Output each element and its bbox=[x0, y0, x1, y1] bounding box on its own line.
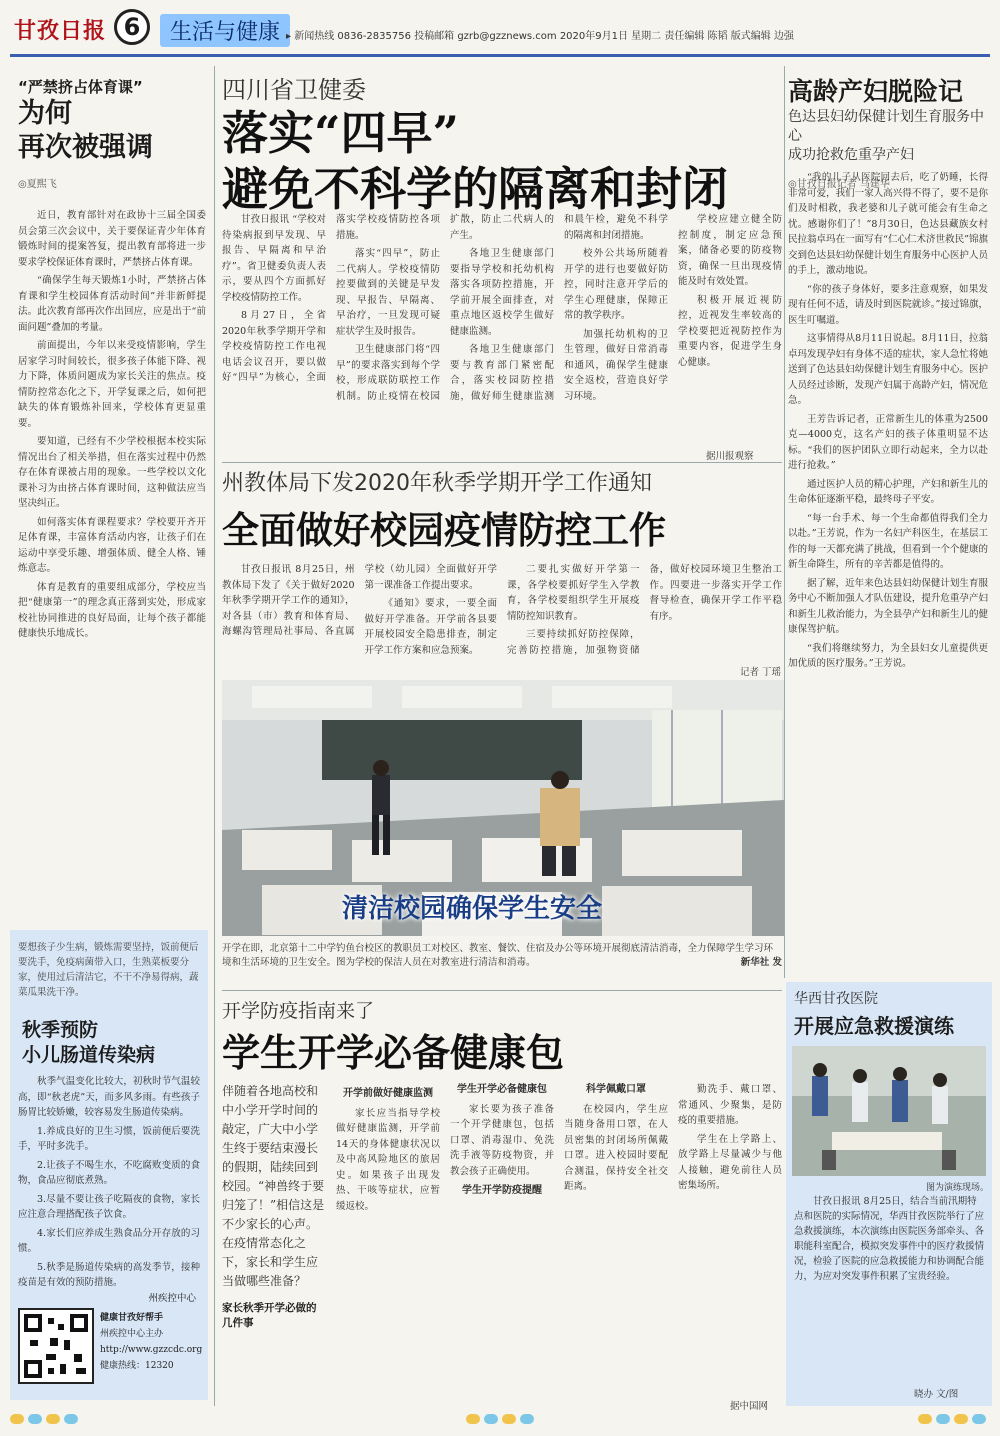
health-tips-title-line1: 秋季预防 bbox=[22, 1019, 99, 1041]
right-article-subtitle-line1: 色达县妇幼保健计划生育服务中心 bbox=[788, 109, 984, 144]
paragraph: 加强托幼机构的卫生管理，做好日常消毒和通风，确保学生健康安全返校，营造良好学习环境。 bbox=[564, 328, 668, 402]
page-number: 6 bbox=[114, 9, 150, 45]
section-divider bbox=[222, 462, 782, 463]
paragraph: 据了解，近年来色达县妇幼保健计划生育服务中心不断加强人才队伍建设，提升危重孕产妇和新生儿救治能力，为全县孕产妇和新生儿的健康保驾护航。 bbox=[788, 577, 988, 635]
tip-item: 1.养成良好的卫生习惯，饭前便后要洗手，平时多洗手。 bbox=[18, 1125, 200, 1152]
column-divider bbox=[214, 66, 215, 1406]
paragraph: 如何落实体育课程要求？学校要开齐开足体育课，丰富体育活动内容，让孩子们在运动中享受乐趣、增强体质、健全人格、锤炼意志。 bbox=[18, 516, 206, 574]
paragraph: 学生在上学路上、放学路上尽量减少与他人接触，避免前往人员密集场所。 bbox=[678, 1133, 782, 1191]
photo-headline: 清洁校园确保学生安全 bbox=[342, 894, 603, 924]
drill-news-kicker: 华西甘孜医院 bbox=[794, 991, 878, 1007]
center-bottom-kicker: 开学防疫指南来了 bbox=[222, 1000, 375, 1022]
masthead-rule bbox=[10, 54, 990, 57]
center-mid-credit: 记者 丁瑶 bbox=[740, 667, 782, 678]
center-bottom-lead-subheading: 家长秋季开学必做的几件事 bbox=[222, 1302, 317, 1329]
health-tips-credit: 州疾控中心 bbox=[148, 1293, 196, 1304]
center-mid-body bbox=[222, 562, 782, 672]
photo-caption-text: 开学在即，北京第十二中学钓鱼台校区的教职员工对校区、教室、餐饮、住宿及办公等环境开展彻底清洁消毒，全力保障学生学习环境和生活环境的卫生安全。图为学校的保洁人员在对教室进行清洁和消毒。 bbox=[222, 943, 774, 968]
paragraph: 家长要为孩子准备一个开学健康包，包括口罩、消毒湿巾、免洗洗手液等防疫物资，并教会孩子正确使用。 bbox=[450, 1103, 554, 1177]
left-article-body bbox=[18, 208, 206, 924]
paragraph: “确保学生每天锻炼1小时，严禁挤占体育课和学生校园体育活动时间”并非新鲜提法。此次教育部再次作出回应，应是出于“前面问题”叠加的考量。 bbox=[18, 275, 206, 333]
center-bottom-title: 学生开学必备健康包 bbox=[222, 1030, 565, 1075]
center-top-title-line2: 避免不科学的隔离和封闭 bbox=[222, 162, 728, 216]
right-article-author: ◎甘孜日报记者 马建华 bbox=[788, 179, 890, 190]
paragraph: 家长应当指导学校做好健康监测，开学前14天的身体健康状况以及中高风险地区的旅居史。如果孩子出现发热、干咳等症状，应暂缓返校。 bbox=[336, 1107, 440, 1212]
health-tips-title-line2: 小儿肠道传染病 bbox=[22, 1044, 156, 1066]
left-article-header bbox=[18, 76, 206, 198]
photo-credit: 新华社 发 bbox=[740, 957, 782, 968]
center-top-body bbox=[222, 212, 782, 462]
left-article-author: ◎夏熙飞 bbox=[18, 179, 57, 190]
qr-line: 健康甘孜好帮手 bbox=[100, 1313, 164, 1323]
qr-code[interactable] bbox=[18, 1308, 94, 1384]
qr-line: http://www.gzzcdc.org bbox=[100, 1345, 203, 1355]
right-article-subtitle-line2: 成功抢救危重孕产妇 bbox=[788, 147, 914, 163]
masthead-info: ▸ 新闻热线 0836-2835756 投稿邮箱 gzrb@gzznews.com 2020年9月1日 星期二 责任编辑 陈韬 版式编辑 边强 bbox=[286, 31, 794, 42]
paragraph: “我们将继续努力，为全县妇女儿童提供更加优质的医疗服务。”王芳说。 bbox=[788, 642, 988, 669]
paragraph: 各地卫生健康部门要与教育部门紧密配合，落实校园防控措施，做好师生健康监测和晨午检，避免不科学的隔离和封闭措施。 bbox=[450, 214, 668, 402]
paragraph: 学校应建立健全防控制度，制定应急预案，储备必要的防疫物资，确保一旦出现疫情能及时有效处置。 bbox=[678, 214, 782, 287]
drill-news-title: 开展应急救援演练 bbox=[794, 1014, 954, 1038]
drill-photo-caption: 图为演练现场。 bbox=[926, 1183, 990, 1193]
center-top-header bbox=[222, 70, 782, 217]
center-mid-title: 全面做好校园疫情防控工作 bbox=[222, 508, 666, 552]
left-article-title-line1: 为何 bbox=[18, 98, 72, 129]
subheading: 开学前做好健康监测 bbox=[343, 1088, 433, 1099]
newspaper-logo: 甘孜日报 bbox=[14, 18, 107, 44]
paragraph: 体育是教育的重要组成部分，学校应当把“健康第一”的理念真正落到实处，形成家校社协同推进的良好局面，让每个孩子都能健康快乐地成长。 bbox=[18, 581, 206, 639]
center-top-title-line1: 落实“四早” bbox=[222, 106, 459, 160]
center-bottom-lead: 伴随着各地高校和中小学开学时间的敲定，广大中小学生终于要结束漫长的假期，陆续回到校园。“神兽终于要归笼了！”相信这是不少家长的心声。在疫情常态化之下，家长和学生应当做哪些准备？ bbox=[222, 1084, 325, 1288]
subheading: 学生开学防疫提醒 bbox=[462, 1185, 542, 1196]
subheading: 科学佩戴口罩 bbox=[586, 1084, 646, 1095]
paragraph: 8月27日，全省2020年秋季学期开学和学校疫情防控工作电视电话会议召开，要以做好“四早”为核心，全面落实学校疫情防控各项措施。 bbox=[222, 214, 440, 383]
right-article-title: 高龄产妇脱险记 bbox=[788, 77, 964, 106]
center-bottom-body bbox=[336, 1082, 782, 1398]
health-tips-body bbox=[18, 1074, 200, 1294]
paragraph: 秋季气温变化比较大，初秋时节气温较高，即“秋老虎”天，而多风多雨。有些孩子肠胃比较娇嫩，较容易发生肠道传染病。 bbox=[18, 1076, 200, 1118]
health-tips-intro: 要想孩子少生病，锻炼需要坚持，饭前便后要洗手，免疫病菌带入口，生熟菜板要分家，使用过后清洁它，不干不净易得病，蔬菜瓜果洗干净。 bbox=[18, 942, 199, 998]
paragraph: 积极开展近视防控，近视发生率较高的学校要把近视防控作为重要内容，促进学生身心健康。 bbox=[678, 294, 782, 368]
paragraph: 通过医护人员的精心护理，产妇和新生儿的生命体征逐渐平稳，最终母子平安。 bbox=[788, 478, 988, 505]
section-title: 生活与健康 bbox=[160, 14, 290, 47]
paragraph: 近日，教育部针对在政协十三届全国委员会第三次会议中，关于要保证青少年体育锻炼时间的提案答复，提出教育部将进一步要求学校保证体育课时，严禁挤占体育课。 bbox=[18, 210, 206, 268]
paragraph: 要知道，已经有不少学校根据本校实际情况出台了相关举措，但在落实过程中仍然存在体育课被占用的现象。一些学校以文化课补习为由挤占体育课时间，这种做法应当坚决纠正。 bbox=[18, 436, 206, 509]
drill-news-credit: 晓办 文/图 bbox=[914, 1389, 959, 1400]
footer-decoration-left bbox=[10, 1412, 80, 1426]
drill-news-box bbox=[786, 982, 992, 1406]
drill-photo bbox=[792, 1046, 986, 1176]
paragraph: 勤洗手、戴口罩、常通风、少聚集，是防疫的重要措施。 bbox=[678, 1084, 782, 1126]
paragraph: 这事情得从8月11日说起。8月11日，拉翁卓玛发现孕妇有身体不适的症状，家人急忙将她送到了色达县妇幼保健计划生育服务中心。医护人员经过诊断，发现产妇属于高龄产妇，情况危急。 bbox=[788, 333, 988, 406]
paragraph: 甘孜日报讯 “学校对待染病报到早发现、早报告、早隔离和早治疗”。省卫健委负责人表示，要从四个方面抓好学校疫情防控工作。 bbox=[222, 214, 326, 303]
paragraph: 落实“四早”，防止二代病人。学校疫情防控要做到的关键是早发现、早报告、早隔离、早治疗，一旦发现可疑症状学生及时报告。 bbox=[336, 248, 440, 337]
column-divider bbox=[784, 66, 785, 978]
footer-decoration-center bbox=[466, 1412, 536, 1426]
paragraph: 卫生健康部门将“四早”的要求落实到每个学校，形成联防联控工作机制。防止疫情在校园扩散，防止二代病人的产生。 bbox=[336, 214, 554, 402]
paragraph: “我的儿子从医院回去后，吃了奶睡，长得非常可爱，我们一家人高兴得不得了，要不是你们及时相救，我老婆和儿子就可能会有生命之忧。感谢你们了！”8月30日，色达县藏族女村民拉翁卓玛在一面写有“仁心仁术济世救民”锦旗交到色达县妇幼保健计划生育服务中心医护人员的手上，激动地说。 bbox=[788, 172, 988, 276]
paragraph: 校外公共场所随着开学的进行也要做好防控，同时注意开学后的学生心理健康，保障正常的教学秩序。 bbox=[564, 248, 668, 321]
paragraph: 《通知》要求，一要全面做好开学准备。开学前各县要开展校园安全隐患排查，制定开学工作方案和应急预案。 bbox=[364, 598, 497, 656]
paragraph: 各地卫生健康部门要指导学校和托幼机构落实各项防控措施，开学前开展全面排查，对重点地区返校学生做好健康监测。 bbox=[450, 248, 554, 337]
photo-caption bbox=[222, 942, 782, 970]
tip-item: 5.秋季是肠道传染病的高发季节，接种疫苗是有效的预防措施。 bbox=[18, 1261, 200, 1288]
paragraph: “每一台手术、每一个生命都值得我们全力以赴。”王芳说，作为一名妇产科医生，在基层工作的每一天都充满了挑战，但看到一个个健康的新生命降生，所有的辛苦都是值得的。 bbox=[788, 512, 988, 570]
subheading: 学生开学必备健康包 bbox=[457, 1084, 547, 1095]
left-article-title-line2: 再次被强调 bbox=[18, 132, 153, 163]
paragraph: 王芳告诉记者，正常新生儿的体重为2500克—4000克，这名产妇的孩子体重明显不达标。“我们的医护团队立即行动起来，全力以赴进行抢救。” bbox=[788, 413, 988, 471]
tip-item: 4.家长们应养成生熟食品分开存放的习惯。 bbox=[18, 1227, 200, 1254]
drill-news-body bbox=[794, 1194, 986, 1384]
classroom-photo bbox=[222, 680, 784, 936]
center-top-credit: 据川报观察 bbox=[706, 451, 754, 462]
section-divider bbox=[222, 990, 782, 991]
qr-line: 州疾控中心主办 bbox=[100, 1329, 164, 1339]
paragraph: 二要扎实做好开学第一课，各学校要抓好学生入学教育，各学校要组织学生开展疫情防控知识教育。 bbox=[507, 564, 640, 622]
right-article-body bbox=[788, 170, 988, 978]
tip-item: 2.让孩子不喝生水，不吃腐败变质的食物，食品应彻底煮熟。 bbox=[18, 1159, 200, 1186]
paragraph: 前面提出，今年以来受疫情影响，学生居家学习时间较长，很多孩子体能下降、视力下降，体质问题成为家长关注的焦点。疫情防控常态化之下，开学复课之后，如何把缺失的体育锻炼补回来，学校体育更显重要。 bbox=[18, 340, 206, 429]
paragraph: 甘孜日报讯 8月25日，结合当前汛期特点和医院的实际情况，华西甘孜医院举行了应急救援演练，本次演练由医院医务部牵头、各职能科室配合，模拟突发事件中的医疗救援情况，检验了医院的应急救援能力和协调配合能力，为应对突发事件积累了宝贵经验。 bbox=[794, 1196, 985, 1282]
masthead bbox=[0, 0, 1000, 54]
left-article-kicker: “严禁挤占体育课” bbox=[18, 78, 143, 96]
tip-item: 3.尽量不要让孩子吃隔夜的食物，家长应注意合理搭配孩子饮食。 bbox=[18, 1193, 200, 1220]
paragraph: 甘孜日报讯 8月25日，州教体局下发了《关于做好2020年秋季学期开学工作的通知》，对各县（市）教育和体育局、海螺沟管理局社事局、各直属学校（幼儿园）全面做好开学第一课准备工作提出要求。 bbox=[222, 564, 497, 637]
center-top-kicker: 四川省卫健委 bbox=[222, 76, 366, 104]
footer-decoration-right bbox=[918, 1412, 988, 1426]
paragraph: 三要持续抓好防控保障，完善防控措施，加强物资储备，做好校园环境卫生整治工作。四要进一步落实开学工作督导检查，确保开学工作平稳有序。 bbox=[507, 564, 782, 656]
health-tips-box bbox=[10, 930, 208, 1400]
paragraph: “你的孩子身体好，要多注意观察，如果发现有任何不适，请及时到医院就诊。”接过锦旗，医生叮嘱道。 bbox=[788, 283, 988, 326]
paragraph: 在校园内，学生应当随身备用口罩，在人员密集的封闭场所佩戴口罩。进入校园时要配合测温，保持安全社交距离。 bbox=[564, 1103, 668, 1192]
qr-line: 健康热线：12320 bbox=[100, 1361, 174, 1371]
center-bottom-credit: 据中国网 bbox=[730, 1401, 769, 1412]
center-mid-kicker: 州教体局下发2020年秋季学期开学工作通知 bbox=[222, 471, 652, 496]
